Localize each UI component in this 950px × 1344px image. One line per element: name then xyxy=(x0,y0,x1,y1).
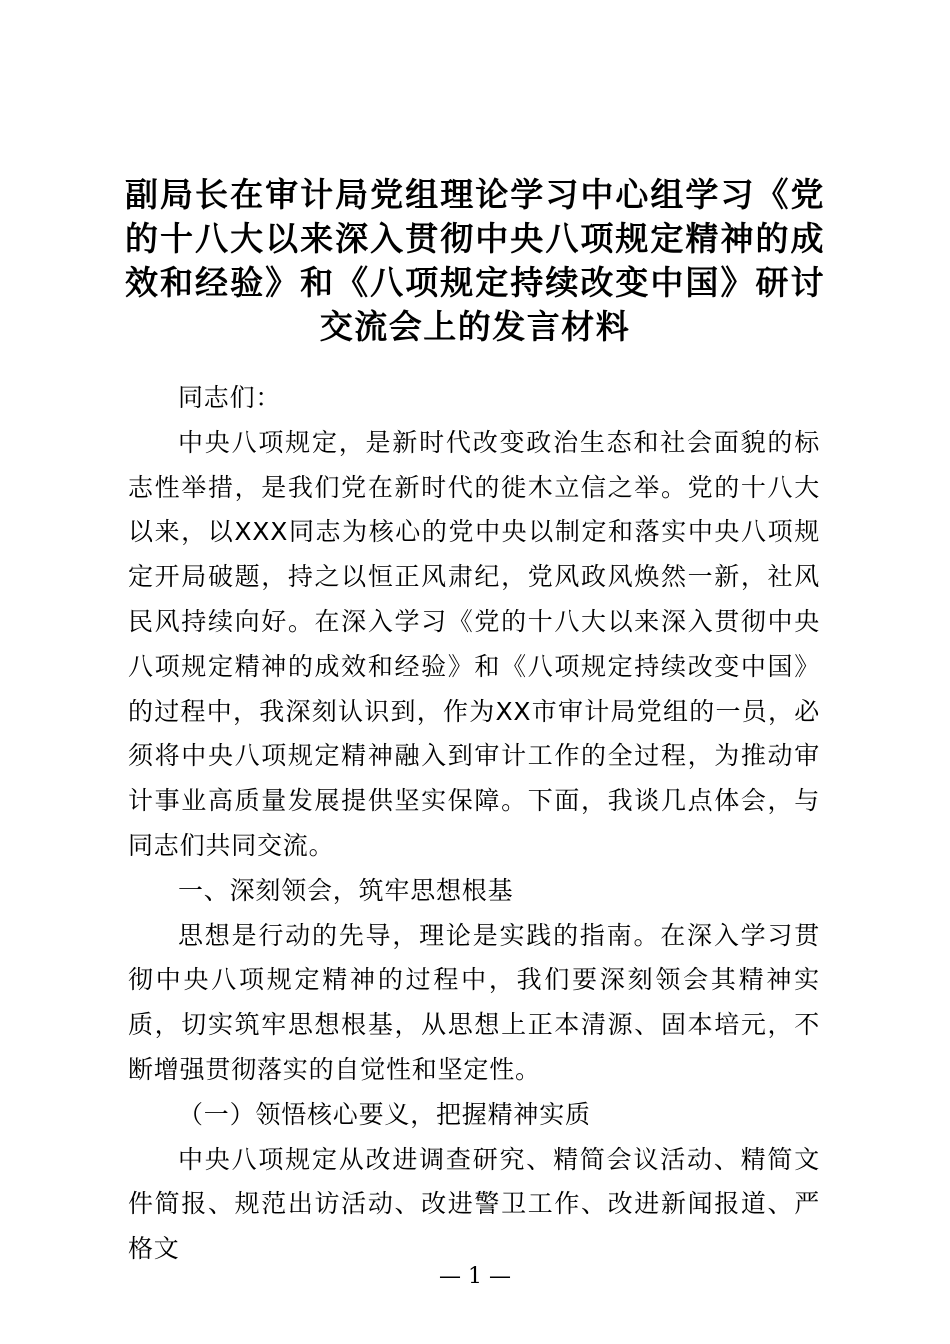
document-body xyxy=(128,376,820,1272)
section-heading: 一、深刻领会，筑牢思想根基 xyxy=(178,875,514,905)
document-title: 副局长在审计局党组理论学习中心组学习《党的十八大以来深入贯彻中央八项规定精神的成效和经验》和《八项规定持续改变中国》研讨交流会上的发言材料 xyxy=(125,175,825,346)
paragraph-section-1: 思想是行动的先导，理论是实践的指南。在深入学习贯彻中央八项规定精神的过程中，我们要深刻领会其精神实质，切实筑牢思想根基，从思想上正本清源、固本培元，不断增强贯彻落实的自觉性和坚定性。 xyxy=(128,920,820,1084)
page-number: — 1 — xyxy=(439,1264,511,1289)
paragraph-intro: 中央八项规定，是新时代改变政治生态和社会面貌的标志性举措，是我们党在新时代的徙木立信之举。党的十八大以来，以XXX同志为核心的党中央以制定和落实中央八项规定开局破题，持之以恒正风肃纪，党风政风焕然一新，社风民风持续向好。在深入学习《党的十八大以来深入贯彻中央八项规定精神的成效和经验》和《八项规定持续改变中国》的过程中，我深刻认识到，作为XX市审计局党组的一员，必须将中央八项规定精神融入到审计工作的全过程，为推动审计事业高质量发展提供坚实保障。下面，我谈几点体会，与同志们共同交流。 xyxy=(128,427,820,860)
salutation: 同志们： xyxy=(178,383,282,412)
paragraph-subsection-1: 中央八项规定从改进调查研究、精简会议活动、精简文件简报、规范出访活动、改进警卫工作、改进新闻报道、严格文 xyxy=(128,1144,820,1264)
subsection-heading: （一）领悟核心要义，把握精神实质 xyxy=(178,1099,591,1129)
